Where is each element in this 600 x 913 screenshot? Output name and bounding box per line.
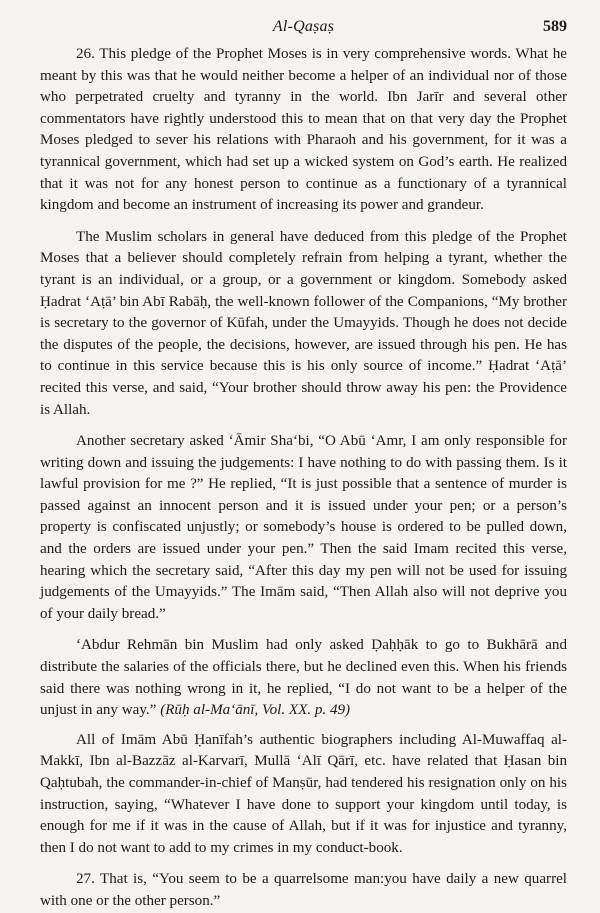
reference-citation: (Rūḥ al-Ma‘ānī, Vol. XX. p. 49) [160, 702, 351, 719]
paragraph-note-26: 26. This pledge of the Prophet Moses is in very comprehensive words. What he meant by this was that he would neither become a helper of an individual nor of those who perpetrated cruelty and tyranny in the world. Ibn Jarīr and several other commentators have rightly understood this to mean that on that very day the Prophet Moses pledged to sever his relations with Pharaoh and his government, for it was a tyrannical government, which had set up a wicked system on God’s earth. He realized that it was not for any honest person to continue as a functionary of a tyrannical kingdom and become an instrument of increasing its power and grandeur. [40, 46, 567, 214]
paragraph-note-27: 27. That is, “You seem to be a quarrelsome man:you have daily a new quarrel with one or the other person.” [40, 871, 567, 909]
paragraph-muslim-scholars: The Muslim scholars in general have deduced from this pledge of the Prophet Moses that a believer should completely refrain from helping a tyrant, whether the tyrant is an individual, or a group, or a government or kingdom. Somebody asked Ḥadrat ‘Aṭā’ bin Abī Rabāḥ, the well-known follower of the Companions, “My brother is secretary to the governor of Kūfah, under the Umayyids. Though he does not decide the disputes of the people, the decisions, however, are issued through his pen. He has to continue in this service because this is his only source of income.” Ḥadrat ‘Aṭā’ recited this verse, and said, “Your brother should throw away his pen: the Providence is Allah. [40, 228, 567, 418]
paragraph-another-secretary: Another secretary asked ‘Āmir Sha‘bi, “O Abū ‘Amr, I am only responsible for writing down and issuing the judgements: I have nothing to do with passing them. Is it lawful provision for me ?” He replied, “It is just possible that a sentence of murder is passed against an innocent person and it is issued under your pen; or a person’s property is confiscated unjustly; or somebody’s house is ordered to be pulled down, and the orders are issued under your pen.” Then the said Imam recited this verse, hearing which the secretary said, “After this day my pen will not be used for issuing judgements of the Umayyids.” The Imām said, “Then Allah also will not deprive you of your daily bread.” [40, 433, 567, 622]
page-body [40, 44, 567, 913]
running-title: Al-Qaṣaṣ [272, 18, 335, 35]
page-number: 589 [543, 18, 567, 35]
page-header [40, 0, 567, 44]
paragraph-abdur-rehman [40, 635, 567, 721]
paragraph-abu-hanifah: All of Imām Abū Ḥanīfah’s authentic biographers including Al-Muwaffaq al-Makkī, Ibn al-Bazzāz al-Karvarī, Mullā ‘Alī Qārī, etc. have related that Ḥasan bin Qaḥtubah, the commander-in-chief of Manṣūr, had tendered his resignation only on his instruction, saying, “Whatever I have done to support your kingdom until today, is enough for me if it was in the cause of Allah, but if it was for injustice and tyranny, then I do not want to add to my crimes in my conduct-book. [40, 731, 567, 856]
paragraph-abdur-rehman-text: ‘Abdur Rehmān bin Muslim had only asked Ḍaḥḥāk to go to Bukhārā and distribute the salaries of the officials there, but he declined even this. When his friends said there was nothing wrong in it, he replied, “I do not want to be a helper of the unjust in any way.” [40, 637, 567, 719]
